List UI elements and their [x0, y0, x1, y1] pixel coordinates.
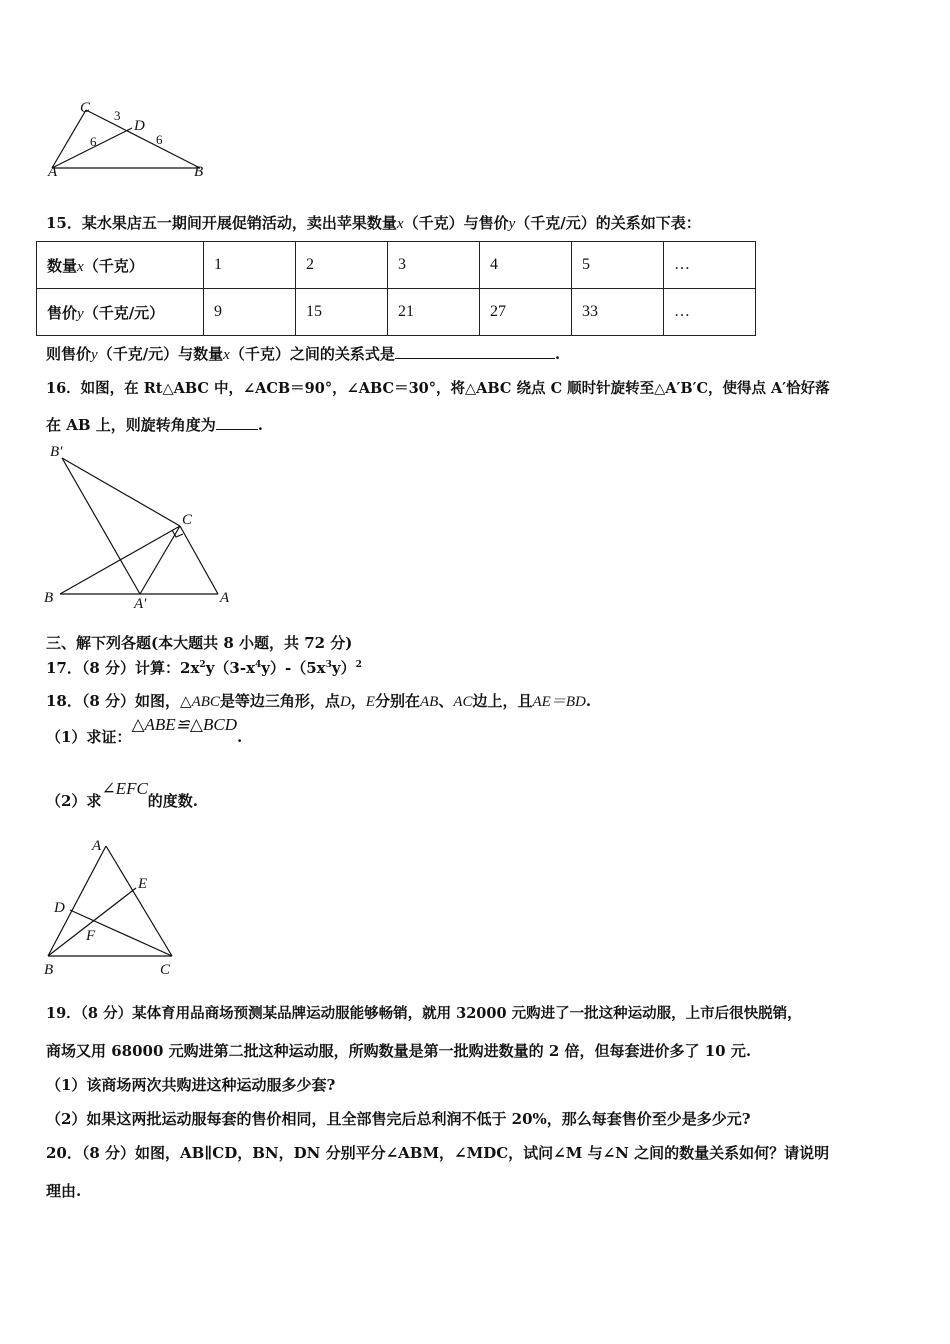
segment-b1c — [62, 458, 180, 526]
q18-part2: （2）求∠EFC的度数. — [46, 779, 199, 810]
label-b: B — [194, 164, 204, 180]
table-row-head: 数量x（千克） — [37, 242, 204, 289]
triangle-figure-q14 — [40, 96, 220, 180]
q16-line2: 在 AB 上，则旋转角度为 . — [46, 416, 263, 434]
table-cell: 4 — [480, 242, 572, 289]
q18-part1: （1）求证：△ABE≌△BCD. — [46, 715, 243, 746]
table-cell: 9 — [204, 289, 296, 336]
answer-blank[interactable] — [395, 344, 555, 359]
label-6a: 6 — [90, 134, 97, 149]
label-a-prime: A′ — [134, 596, 147, 612]
q19-part1: （1）该商场两次共购进这种运动服多少套? — [46, 1076, 336, 1094]
label-a: A — [220, 590, 230, 606]
table-cell: 3 — [388, 242, 480, 289]
q16-line1: 16．如图，在 Rt△ABC 中，∠ACB＝90°，∠ABC＝30°，将△ABC 绕点 C 顺时针旋转至△A′B′C，使得点 A′恰好落 — [46, 380, 830, 397]
label-d: D — [134, 118, 145, 134]
q20-line2: 理由. — [46, 1182, 82, 1200]
label-c: C — [160, 962, 171, 978]
table-cell: 21 — [388, 289, 480, 336]
table-cell: 2 — [296, 242, 388, 289]
segment-b1a1 — [62, 458, 140, 594]
segment-ca — [180, 526, 218, 594]
label-3: 3 — [114, 108, 121, 123]
q19-part2: （2）如果这两批运动服每套的售价相同，且全部售完后总利润不低于 20%，那么每套售价至少是多少元? — [46, 1110, 751, 1128]
label-d: D — [54, 900, 65, 916]
answer-blank[interactable] — [216, 415, 258, 430]
label-b: B — [44, 590, 54, 606]
q17: 17．（8 分）计算：$2x^2y(3-x^4y)-(5x^3y)^2$ — [46, 659, 362, 677]
q20-line1: 20．（8 分）如图，AB∥CD，BN，DN 分别平分∠ABM，∠MDC，试问∠M 与∠N 之间的数量关系如何？请说明 — [46, 1144, 830, 1162]
label-c: C — [182, 512, 193, 528]
q15-stem: 15．某水果店五一期间开展促销活动，卖出苹果数量x（千克）与售价y（千克/元）的关系如下表： — [46, 214, 701, 232]
table-cell: 5 — [572, 242, 664, 289]
label-b: B — [44, 962, 54, 978]
rotation-figure-q16 — [40, 440, 250, 612]
q18-stem: 18．（8 分）如图，△ABC是等边三角形，点D，E分别在AB、AC边上，且AE＝BD. — [46, 692, 592, 710]
table-cell: 27 — [480, 289, 572, 336]
table-cell: 1 — [204, 242, 296, 289]
table-row — [37, 242, 756, 289]
table-cell: 15 — [296, 289, 388, 336]
q19-line1: 19．（8 分）某体育用品商场预测某品牌运动服能够畅销，就用 32000 元购进了一批这种运动服，上市后很快脱销， — [46, 1005, 802, 1022]
table-cell: … — [664, 242, 756, 289]
label-6b: 6 — [156, 132, 163, 147]
segment-a1c — [140, 526, 180, 594]
table-row — [37, 289, 756, 336]
label-c: C — [80, 100, 91, 116]
label-a: A — [48, 164, 58, 180]
q15-table — [36, 241, 756, 336]
segment-ac — [106, 846, 172, 956]
q15-question: 则售价y（千克/元）与数量x（千克）之间的关系式是 . — [46, 345, 561, 363]
label-a: A — [92, 838, 102, 854]
table-cell: 33 — [572, 289, 664, 336]
q19-line2: 商场又用 68000 元购进第二批这种运动服，所购数量是第一批购进数量的 2 倍，但每套进价多了 10 元. — [46, 1042, 752, 1060]
section-heading: 三、解下列各题(本大题共 8 小题，共 72 分) — [46, 634, 353, 652]
table-row-head: 售价y（千克/元） — [37, 289, 204, 336]
label-b-prime: B′ — [50, 444, 63, 460]
label-f: F — [86, 928, 96, 944]
label-e: E — [138, 876, 148, 892]
segment-be — [48, 888, 136, 956]
triangle-figure-q18 — [40, 836, 190, 978]
table-cell: … — [664, 289, 756, 336]
